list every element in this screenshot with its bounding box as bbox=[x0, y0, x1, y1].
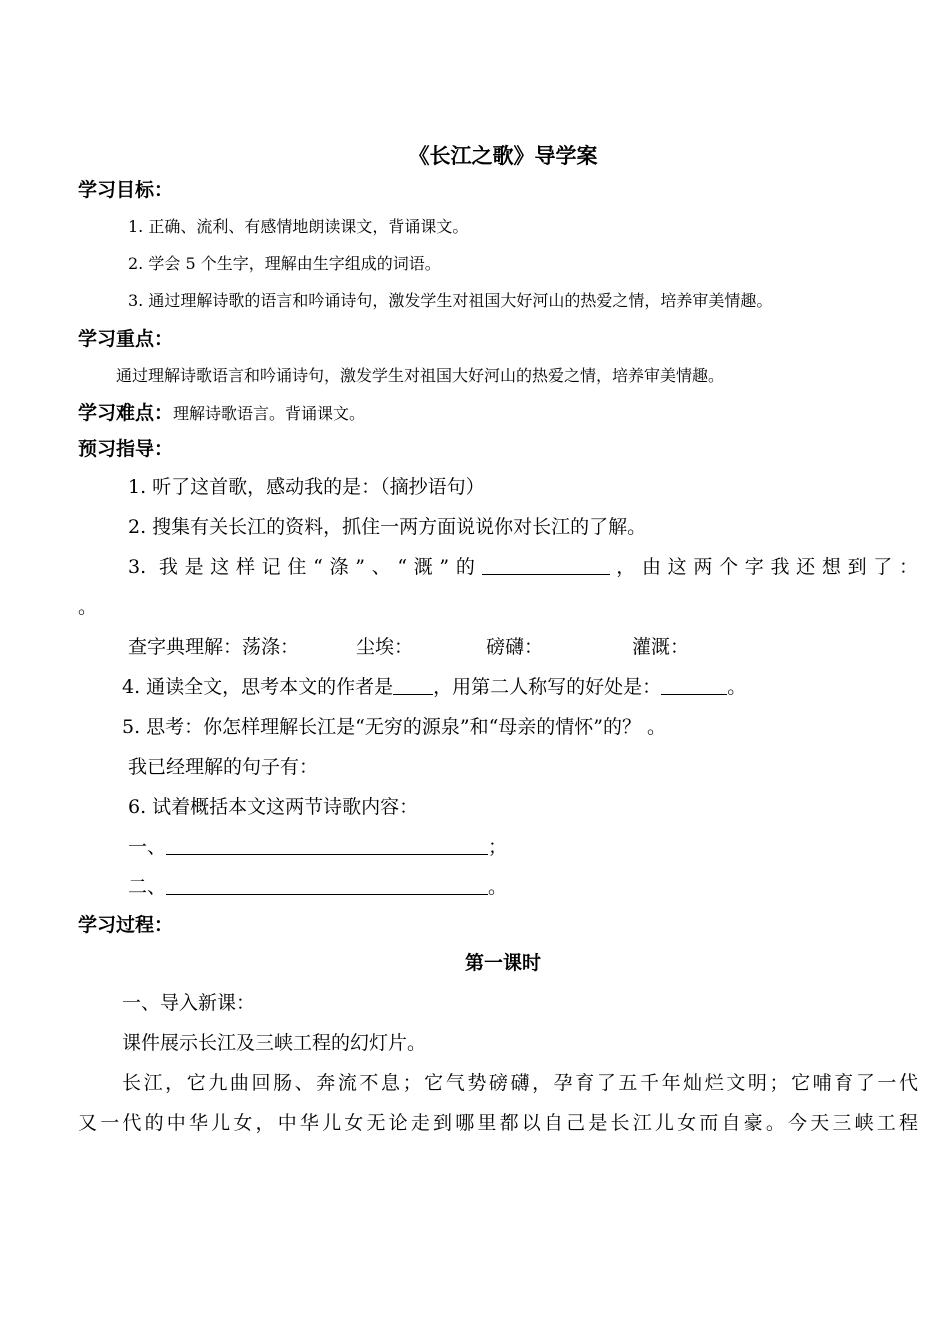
fill-blank-benefit[interactable] bbox=[661, 672, 727, 695]
preview-item-3-suffix: ，由这两个字我还想到了： bbox=[609, 556, 918, 578]
preview-item-4-prefix: 4. 通读全文，思考本文的作者是 bbox=[122, 676, 394, 698]
intro-paragraph-line-1: 长江，它九曲回肠、奔流不息；它气势磅礴，孕育了五千年灿烂文明；它哺育了一代 bbox=[122, 1072, 918, 1094]
intro-paragraph-line-2: 又一代的中华儿女，中华儿女无论走到哪里都以自己是长江儿女而自豪。今天三峡工程 bbox=[78, 1112, 918, 1134]
focus-text: 通过理解诗歌语言和吟诵诗句，激发学生对祖国大好河山的热爱之情，培养审美情趣。 bbox=[116, 366, 725, 385]
preview-item-2: 2. 搜集有关长江的资料，抓住一两方面说说你对长江的了解。 bbox=[128, 516, 647, 538]
understood-sentences: 我已经理解的句子有： bbox=[128, 756, 319, 778]
dict-word-4: 灌溉： bbox=[632, 636, 690, 658]
dictionary-label: 查字典理解： bbox=[128, 636, 243, 658]
process-heading: 学习过程： bbox=[78, 914, 174, 936]
preview-item-4 bbox=[78, 667, 918, 707]
preview-item-3 bbox=[78, 547, 918, 587]
fill-blank-author[interactable] bbox=[393, 672, 433, 695]
summary-line-2 bbox=[78, 867, 918, 907]
step-1-heading: 一、导入新课： bbox=[122, 992, 256, 1014]
summary-2-prefix: 二、 bbox=[128, 876, 167, 898]
difficulty-text: 理解诗歌语言。背诵课文。 bbox=[173, 404, 366, 423]
summary-line-1 bbox=[78, 827, 918, 867]
lesson-title: 第一课时 bbox=[464, 952, 541, 974]
objective-item-3: 3. 通过理解诗歌的语言和吟诵诗句，激发学生对祖国大好河山的热爱之情，培养审美情趣。 bbox=[128, 291, 773, 310]
preview-item-3-prefix: 3. 我是这样记住“涤”、“溉”的 bbox=[128, 556, 482, 578]
preview-item-3-end: 。 bbox=[78, 596, 98, 618]
dictionary-line bbox=[78, 627, 918, 667]
fill-blank-memory[interactable] bbox=[482, 552, 610, 575]
summary-2-end: 。 bbox=[488, 876, 508, 898]
preview-item-6: 6. 试着概括本文这两节诗歌内容： bbox=[128, 796, 419, 818]
fill-blank-summary-1[interactable] bbox=[166, 832, 488, 855]
preview-item-1: 1. 听了这首歌，感动我的是：（摘抄语句） bbox=[128, 476, 485, 498]
difficulty-heading: 学习难点： bbox=[78, 402, 174, 424]
preview-heading: 预习指导： bbox=[78, 438, 174, 460]
preview-item-4-mid: ，用第二人称写的好处是： bbox=[433, 676, 662, 698]
slide-note: 课件展示长江及三峡工程的幻灯片。 bbox=[122, 1032, 427, 1054]
fill-blank-summary-2[interactable] bbox=[166, 872, 488, 895]
preview-item-4-end: 。 bbox=[727, 676, 747, 698]
summary-1-end: ； bbox=[488, 836, 508, 858]
focus-heading: 学习重点： bbox=[78, 328, 174, 350]
objective-item-2: 2. 学会 5 个生字，理解由生字组成的词语。 bbox=[128, 254, 441, 273]
objectives-heading: 学习目标： bbox=[78, 179, 174, 201]
preview-item-5: 5. 思考：你怎样理解长江是“无穷的源泉”和“母亲的情怀”的？ 。 bbox=[122, 716, 667, 738]
dict-word-2: 尘埃： bbox=[356, 636, 414, 658]
dict-word-3: 磅礴： bbox=[486, 636, 544, 658]
summary-1-prefix: 一、 bbox=[128, 836, 167, 858]
difficulty-line bbox=[78, 395, 918, 431]
objective-item-1: 1. 正确、流利、有感情地朗读课文，背诵课文。 bbox=[128, 217, 469, 236]
document-title: 《长江之歌》导学案 bbox=[408, 144, 598, 168]
document-page bbox=[78, 140, 918, 1143]
dict-word-1: 荡涤： bbox=[242, 636, 300, 658]
